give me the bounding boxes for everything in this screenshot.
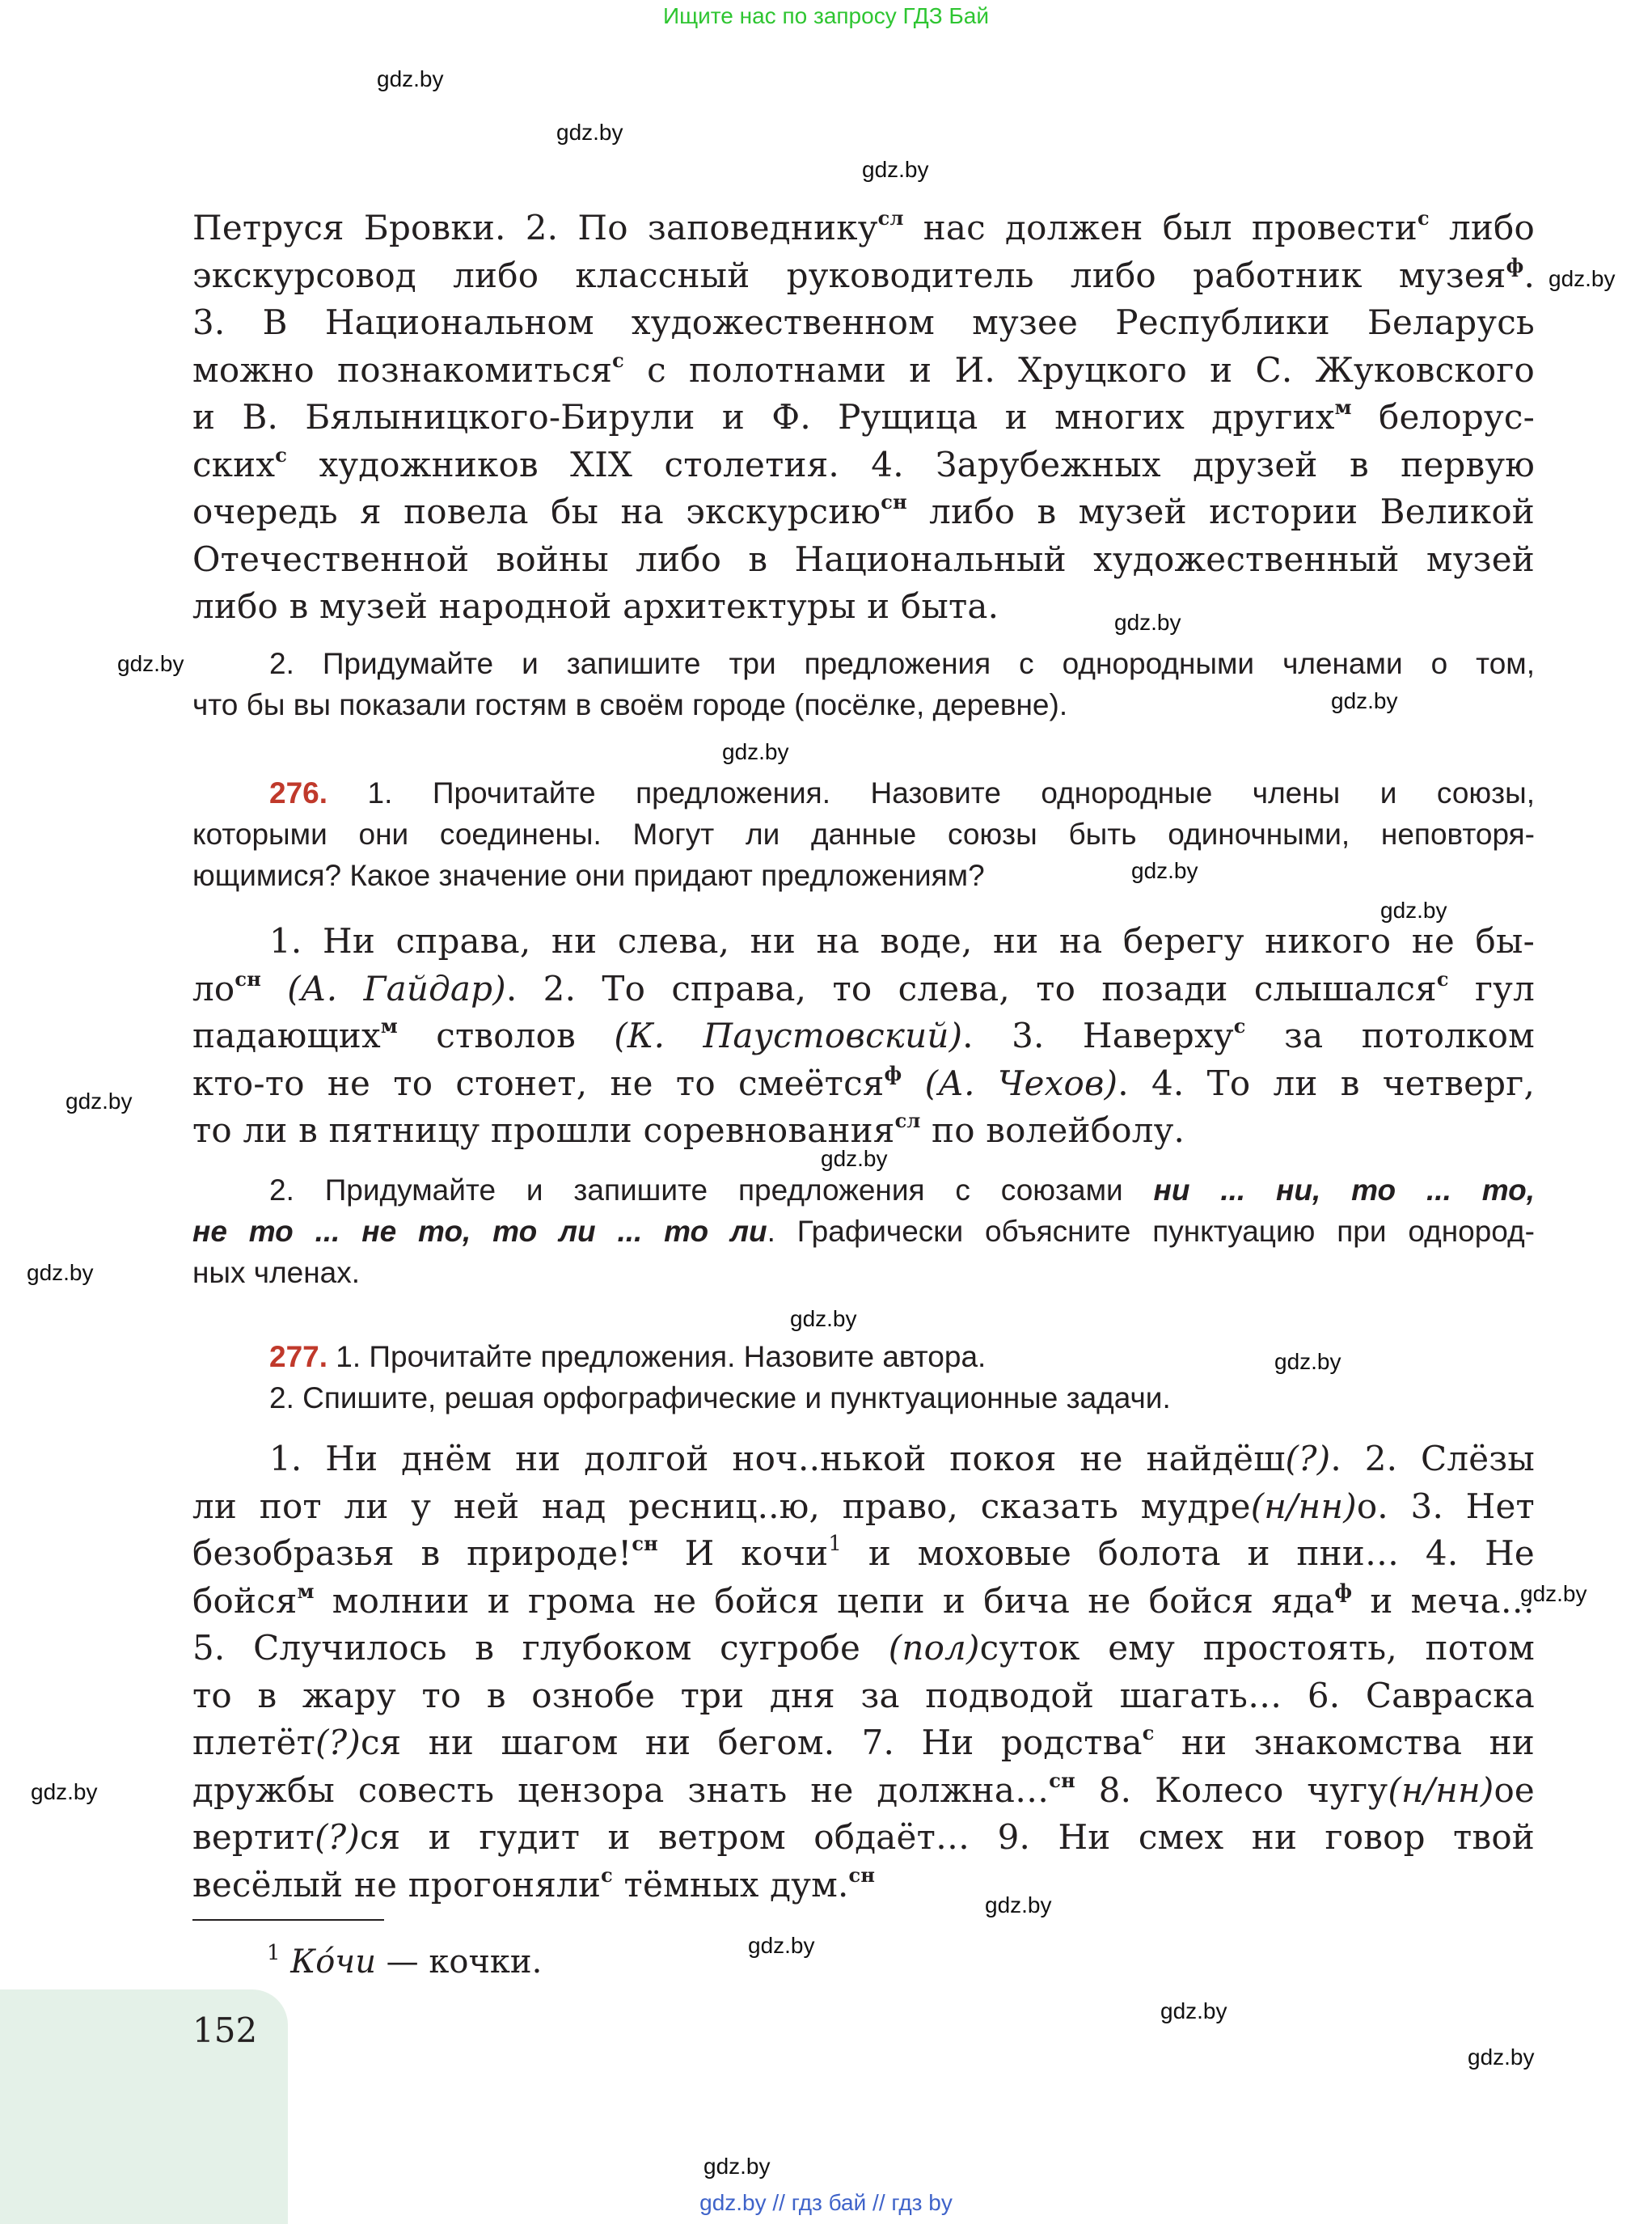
exercise-277-instructions [192,1336,1535,1419]
page-number: 152 [192,2010,258,2050]
text-line: ских$^с$ художников XIX столетия. 4. Зарубежных друзей в первую [192,442,1535,484]
text-line: ли пот ли у ней над ресниц..ю, право, сказать мудре(н/нн)о. 3. Нет [192,1486,1535,1526]
text-line: очередь я повела бы на экскурсию$^{сн}$ либо в музей истории Великой [192,490,1535,531]
text-line: дружбы совесть цензора знать не должна…$^{сн}$ 8. Колесо чугу(н/нн)ое [192,1768,1535,1810]
watermark: gdz.by [862,157,929,182]
watermark: gdz.by [790,1306,857,1331]
task-line: ных членах. [192,1256,361,1289]
watermark: gdz.by [27,1260,94,1285]
watermark: gdz.by [1548,266,1616,291]
text-line: то ли в пятницу прошли соревнования$^{сл}$ по волейболу. [192,1109,1185,1150]
text-line: 3. В Национальном художественном музее Республики Беларусь [192,302,1535,342]
exercise-275-text [192,205,1535,631]
exercise-277-text [192,1435,1535,1909]
text-line: $ло^{сн}$ (А. Гайдар). 2. То справа, то слева, то позади слышался$^с$ гул [192,966,1535,1008]
watermark: gdz.by [985,1892,1052,1917]
text-line: весёлый не прогоняли$^с$ тёмных дум.$^{сн}$ [192,1862,876,1905]
text-line: и В. Бялыницкого-Бирули и Ф. Рущица и многих других$^м$ белорус- [192,395,1535,437]
task-line: 2. Придумайте и запишите предложения с союзами ни ... ни, то ... то, [269,1173,1536,1207]
text-line: экскурсовод либо классный руководитель либо работник музея$^ф$. [192,253,1535,295]
task-line: 2. Спишите, решая орфографические и пунктуационные задачи. [269,1381,1171,1414]
watermark: gdz.by [377,66,444,91]
watermark: gdz.by [722,739,789,764]
top-banner[interactable]: Ищите нас по запросу ГДЗ Бай [662,3,990,28]
watermark: gdz.by [117,651,184,676]
exercise-276-task-2 [192,1169,1535,1293]
exercise-number: 277. [269,1340,328,1373]
watermark: gdz.by [31,1779,98,1804]
watermark: gdz.by [1331,688,1398,713]
text-line: 1. Ни справа, ни слева, ни на воде, ни на берегу никого не бы- [269,921,1535,961]
text-line: 1. Ни днём ни долгой ноч..нькой покоя не найдёш(?). 2. Слёзы [269,1439,1535,1478]
watermark: gdz.by [821,1146,888,1171]
watermark: gdz.by [1274,1349,1341,1374]
task-line: которыми они соединены. Могут ли данные союзы быть одиночными, неповторя- [192,818,1535,851]
watermark: gdz.by [1160,1998,1227,2023]
task-line: ющимися? Какое значение они придают предложениям? [192,859,985,892]
watermark: gdz.by [1520,1581,1587,1606]
exercise-276-text [192,918,1535,1155]
watermark: gdz.by [703,2154,771,2179]
text-line: падающих$^м$ стволов (К. Паустовский). 3. Наверху$^с$ за потолком [192,1014,1535,1055]
watermark: gdz.by [1131,858,1198,883]
footnote-divider [192,1919,384,1921]
text-line: кто-то не то стонет, не то смеётся$^ф$ (А. Чехов). 4. То ли в четверг, [192,1061,1535,1103]
exercise-276-instructions [192,772,1535,896]
text-line: то в жару то в ознобе три дня за подводой шагать… 6. Савраска [192,1675,1535,1715]
watermark: gdz.by [1380,898,1447,923]
footnote: $^1$ Ко́чи — кочки. [267,1941,543,1981]
watermark: gdz.by [1468,2044,1535,2070]
text-line: безобразья в природе!$^{сн}$ И кочи$^1$ и моховые болота и пни… 4. Не [192,1532,1535,1573]
text-line: вертит(?)ся и гудит и ветром обдаёт… 9. Ни смех ни говор твой [192,1817,1535,1857]
exercise-number: 276. [269,776,328,810]
text-line: 5. Случилось в глубоком сугробе (пол)суток ему простоять, потом [192,1628,1536,1668]
task-line: 2. Придумайте и запишите три предложения с однородными членами о том, [269,647,1535,680]
watermark: gdz.by [1114,610,1181,635]
watermark: gdz.by [556,120,623,145]
exercise-275-task-2 [192,643,1535,725]
text-line: Отечественной войны либо в Национальный художественный музей [192,539,1535,579]
text-line: можно познакомиться$^с$ с полотнами и И. Хруцкого и С. Жуковского [192,348,1535,390]
bottom-links[interactable]: gdz.by // гдз бай // гдз by [699,2190,953,2215]
task-line: что бы вы показали гостям в своём городе (посёлке, деревне). [192,688,1068,721]
watermark: gdz.by [748,1933,815,1958]
text-line: либо в музей народной архитектуры и быта. [192,586,999,626]
watermark: gdz.by [65,1089,133,1114]
text-line: плетёт(?)ся ни шагом ни бегом. 7. Ни родства$^с$ ни знакомства ни [192,1721,1535,1762]
task-line: не то ... не то, то ли ... то ли. Графически объясните пунктуацию при однород- [192,1215,1535,1248]
text-line: Петруся Бровки. 2. По заповеднику$^{сл}$ нас должен был провести$^с$ либо [192,206,1535,247]
task-line: 276. 1. Прочитайте предложения. Назовите однородные члены и союзы, [269,776,1535,810]
text-line: бойся$^м$ молнии и грома не бойся цепи и бича не бойся яда$^ф$ и меча… [192,1579,1535,1621]
task-line: 277. 1. Прочитайте предложения. Назовите автора. [269,1340,987,1373]
